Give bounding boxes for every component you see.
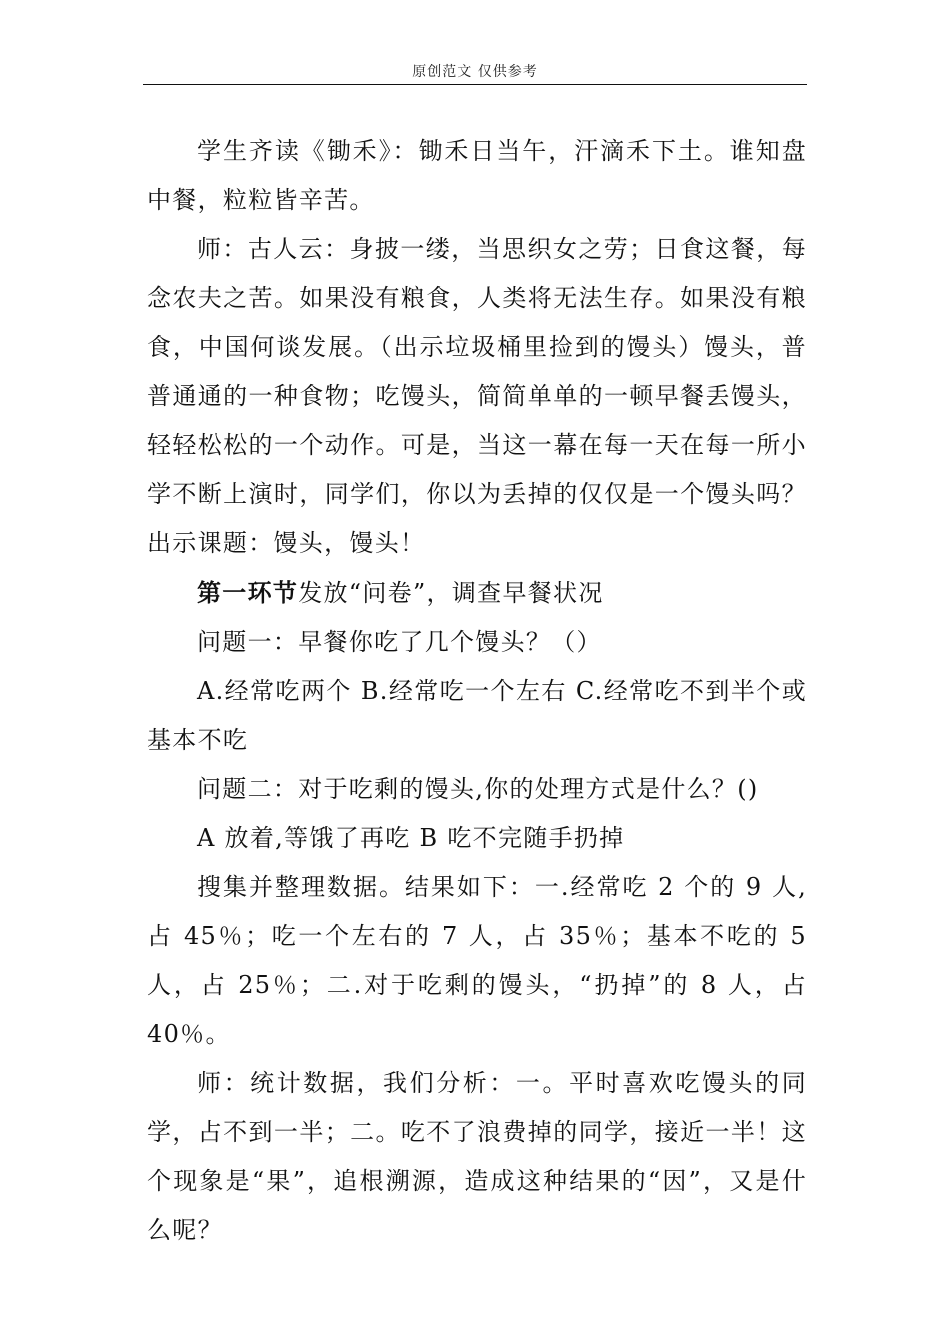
section-title: 发放“问卷”，调查早餐状况 [298, 579, 604, 607]
paragraph-question-two: 问题二：对于吃剩的馒头,你的处理方式是什么？() [197, 775, 759, 803]
paragraph-survey-results: 搜集并整理数据。结果如下：一.经常吃 2 个的 9 人,占 45％；吃一个左右的 7 人，占 35％；基本不吃的 5 人，占 25％；二.对于吃剩的馒头，“扔掉”的 8 人，占 40％。 [147, 873, 807, 1048]
header-divider [143, 84, 807, 85]
paragraph-section-heading [147, 568, 807, 618]
section-label: 第一环节 [197, 578, 299, 607]
document-body [147, 127, 807, 1255]
paragraph-teacher-intro: 师：古人云：身披一缕，当思织女之劳；日食这餐，每念农夫之苦。如果没有粮食，人类将无法生存。如果没有粮食，中国何谈发展。（出示垃圾桶里捡到的馒头）馒头，普普通通的一种食物；吃馒头，简简单单的一顿早餐丢馒头，轻轻松松的一个动作。可是，当这一幕在每一天在每一所小学不断上演时，同学们，你以为丢掉的仅仅是一个馒头吗？出示课题：馒头，馒头！ [147, 235, 807, 557]
page-header: 原创范文 仅供参考 [412, 64, 538, 80]
paragraph-teacher-analysis: 师：统计数据，我们分析：一。平时喜欢吃馒头的同学，占不到一半；二。吃不了浪费掉的同学，接近一半！这个现象是“果”，追根溯源，造成这种结果的“因”，又是什么呢？ [147, 1069, 807, 1244]
paragraph-question-two-options: A 放着,等饿了再吃 B 吃不完随手扔掉 [197, 824, 625, 852]
paragraph-question-one: 问题一：早餐你吃了几个馒头？（） [197, 628, 602, 656]
paragraph-question-one-options: A.经常吃两个 B.经常吃一个左右 C.经常吃不到半个或基本不吃 [147, 677, 807, 754]
paragraph-recitation: 学生齐读《锄禾》：锄禾日当午，汗滴禾下土。谁知盘中餐，粒粒皆辛苦。 [147, 137, 807, 214]
